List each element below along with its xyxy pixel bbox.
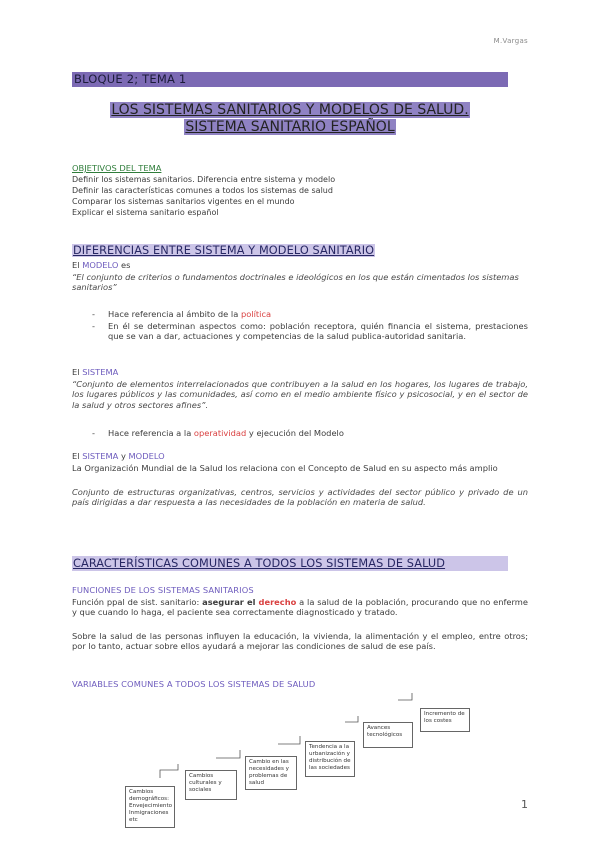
functions-paragraph: Función ppal de sist. sanitario: asegurar el derecho a la salud de la población, procurando que no enferme y que cuando lo haga, el paciente sea correctamente diagnosticado y tratado.	[72, 597, 528, 618]
stair-step-1: Cambios demográficos: Envejecimiento Inmigraciones etc	[125, 786, 175, 828]
modelo-definition: “El conjunto de criterios o fundamentos doctrinales e ideológicos en los que están cimentados los sistemas sanitarios”	[72, 272, 519, 293]
sistema-modelo-definition: Conjunto de estructuras organizativas, centros, servicios y actividades del sector público y privado de un país dirigidas a dar respuesta a las necesidades de la población en materia de salud.	[72, 487, 528, 508]
modelo-label: El MODELO es	[72, 260, 131, 270]
author-name: M.Vargas	[493, 37, 528, 45]
sistema-definition: “Conjunto de elementos interrelacionados que contribuyen a la salud en los hogares, los lugares de trabajo, los lugares públicos y las comunidades, así como en el medio ambiente físico y psicosocial, y en el sector de la salud y otros sectores afines”.	[72, 379, 528, 410]
page-number: 1	[521, 798, 528, 811]
sistema-modelo-label: El SISTEMA y MODELO	[72, 451, 165, 461]
stair-step-5: Avances tecnológicos	[363, 722, 413, 748]
sistema-label: El SISTEMA	[72, 367, 119, 377]
objective-item: Comparar los sistemas sanitarios vigentes en el mundo	[72, 197, 295, 206]
section-heading-common-characteristics: CARACTERÍSTICAS COMUNES A TODOS LOS SISTEMAS DE SALUD	[72, 556, 508, 571]
objective-item: Definir las características comunes a todos los sistemas de salud	[72, 186, 333, 195]
page-title	[72, 102, 508, 136]
document-page: M.Vargas BLOQUE 2; TEMA 1 LOS SISTEMAS SANITARIOS Y MODELOS DE SALUD. SISTEMA SANITARIO ESPAÑOL OBJETIVOS DEL TEMA Definir los sistemas sanitarios. Diferencia entre sistema y modelo Definir las características comunes a todos los sistemas de salud Comparar los sistemas sanitarios vigentes en el mundo Explicar el sistema sanitario español DIFERENCIAS ENTRE SISTEMA Y MODELO SANITARIO El MODELO es “El conjunto de criterios o fundamentos doctrinales e ideológicos en los que están cimentados los sistemas sanitarios” - Hace referencia al ámbito de la política - En él se determinan aspectos como: población receptora, quién financia el sistema, prestaciones que se van a dar, actuaciones y competencias de la salud publica-autoridad sanitaria. El SISTEMA “Conjunto de elementos interrelacionados que contribuyen a la salud en los hogares, los lugares de trabajo, los lugares públicos y las comunidades, así como en el medio ambiente físico y psicosocial, y en el sector de la salud y otros sectores afines”. - Hace referencia a la operatividad y ejecución del Modelo El SISTEMA y MODELO La Organización Mundial de la Salud los relaciona con el Concepto de Salud en su aspecto más amplio Conjunto de estructuras organizativas, centros, servicios y actividades del sector público y privado de un país dirigidas a dar respuesta a las necesidades de la población en materia de salud. CARACTERÍSTICAS COMUNES A TODOS LOS SISTEMAS DE SALUD FUNCIONES DE LOS SISTEMAS SANITARIOS Función ppal de sist. sanitario: asegurar el derecho a la salud de la población, procurando que no enferme y que cuando lo haga, el paciente sea correctamente diagnosticado y tratado. Sobre la salud de las personas influyen la educación, la vivienda, la alimentación y el empleo, entre otros; por lo tanto, actuar sobre ellos ayudará a mejorar las condiciones de salud de ese país. VARIABLES COMUNES A TODOS LOS SISTEMAS DE SALUD Cambios demográficos: Envejecimiento Inmigraciones etc Cambios culturales y sociales Cambio en las necesidades y problemas de salud Tendencia a la urbanización y distribución de las sociedades Avances tecnológicos Incremento de los costes 1	[0, 0, 600, 848]
stair-step-2: Cambios culturales y sociales	[185, 770, 237, 800]
stair-step-6: Incremento de los costes	[420, 708, 470, 732]
title-line-1: LOS SISTEMAS SANITARIOS Y MODELOS DE SALUD.	[111, 102, 469, 118]
block-label: BLOQUE 2; TEMA 1	[74, 72, 187, 86]
influences-paragraph: Sobre la salud de las personas influyen la educación, la vivienda, la alimentación y el empleo, entre otros; por lo tanto, actuar sobre ellos ayudará a mejorar las condiciones de salud de ese país.	[72, 631, 528, 652]
objective-item: Definir los sistemas sanitarios. Diferencia entre sistema y modelo	[72, 175, 336, 184]
objective-item: Explicar el sistema sanitario español	[72, 208, 219, 217]
stair-step-4: Tendencia a la urbanización y distribución de las sociedades	[305, 741, 355, 777]
sistema-modelo-text: La Organización Mundial de la Salud los relaciona con el Concepto de Salud en su aspecto más amplio	[72, 463, 498, 473]
objectives-heading: OBJETIVOS DEL TEMA	[72, 163, 162, 173]
functions-subheading: FUNCIONES DE LOS SISTEMAS SANITARIOS	[72, 585, 254, 595]
variables-subheading: VARIABLES COMUNES A TODOS LOS SISTEMAS DE SALUD	[72, 679, 316, 689]
title-line-2: SISTEMA SANITARIO ESPAÑOL	[185, 119, 395, 135]
section-heading-differences: DIFERENCIAS ENTRE SISTEMA Y MODELO SANITARIO	[73, 244, 375, 257]
stair-step-3: Cambio en las necesidades y problemas de salud	[245, 756, 297, 790]
block-label-bar	[72, 72, 508, 87]
